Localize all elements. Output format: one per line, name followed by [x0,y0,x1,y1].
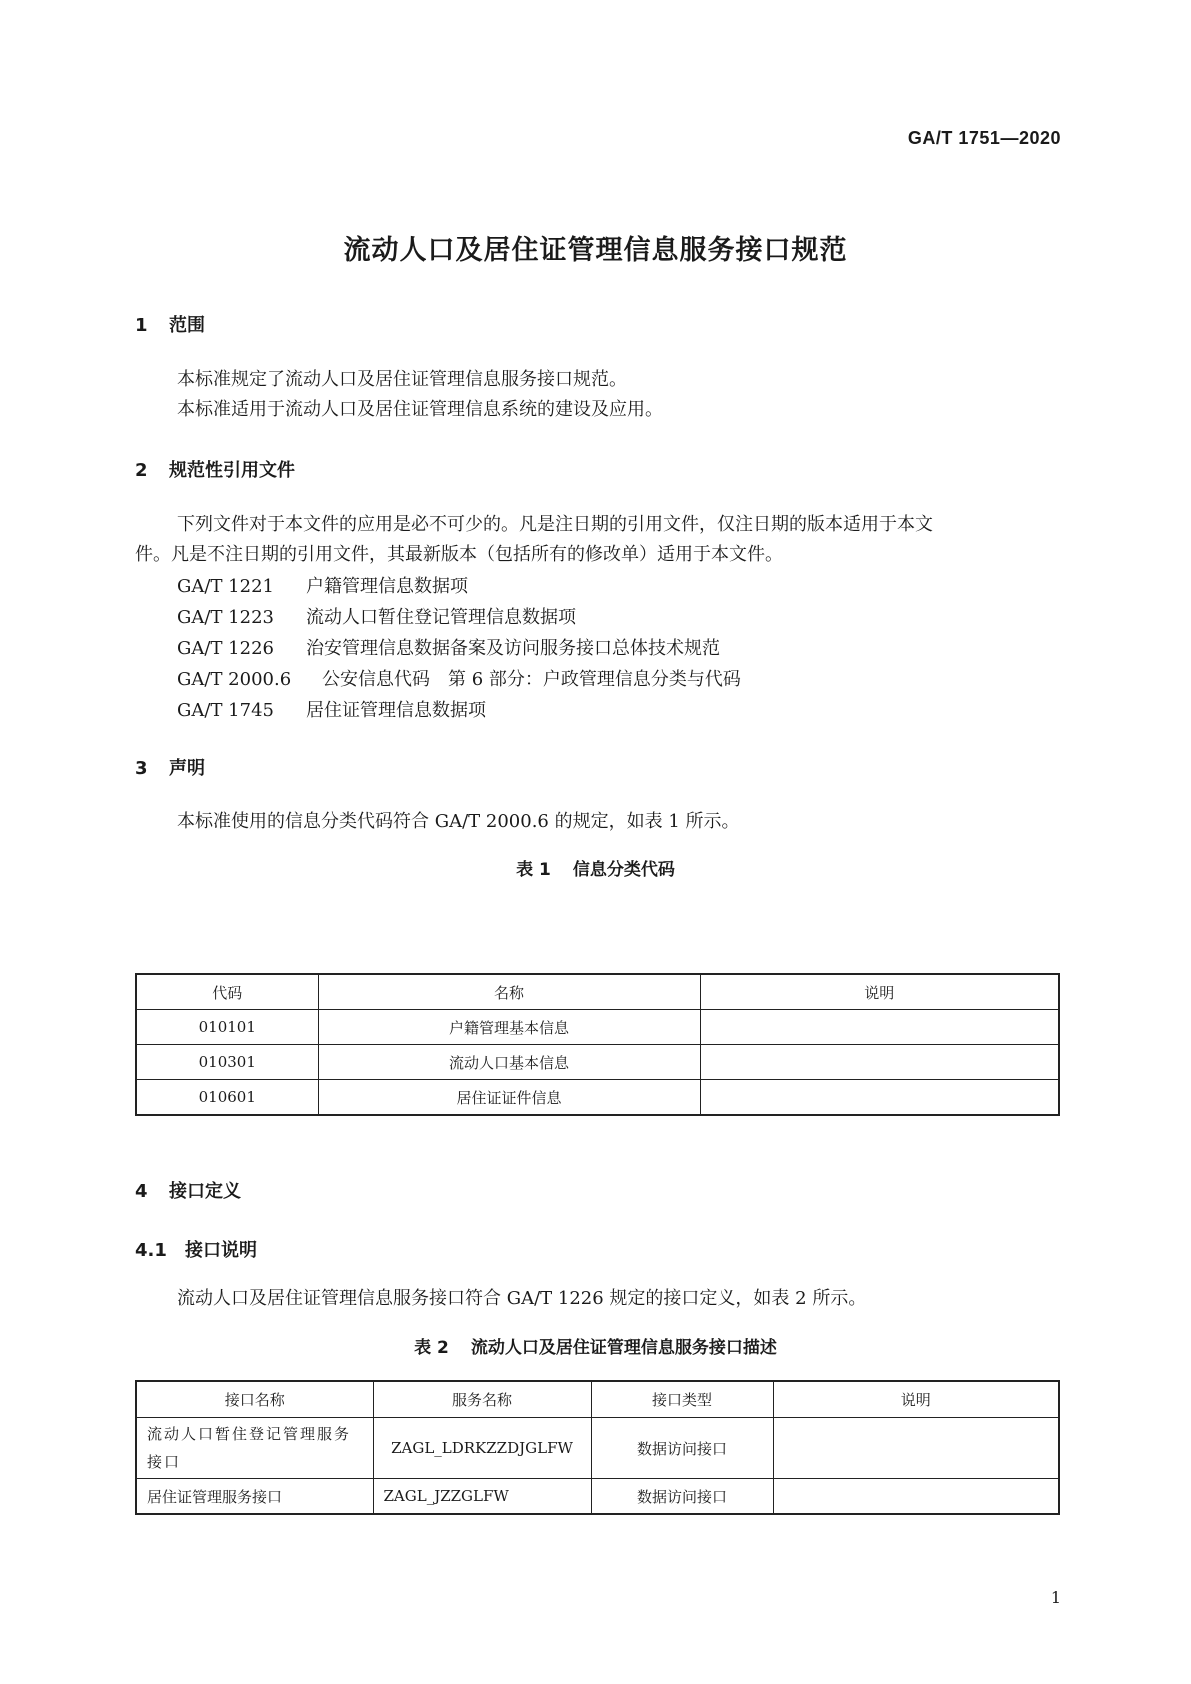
section-4-1-paragraph: 流动人口及居住证管理信息服务接口符合 GA/T 1226 规定的接口定义，如表 2 所示。 [177,1288,867,1309]
section-1-paragraph-1: 本标准规定了流动人口及居住证管理信息服务接口规范。 [177,369,627,390]
table-cell: 010601 [136,1080,318,1116]
table-2-title: 流动人口及居住证管理信息服务接口描述 [470,1338,777,1358]
section-title: 范围 [169,315,205,336]
table-2-caption [0,1333,1191,1358]
table-cell: ZAGL_LDRKZZDJGLFW [373,1418,591,1479]
reference-code: GA/T 1221 [177,576,274,597]
table-cell: 数据访问接口 [591,1418,773,1479]
reference-name: 流动人口暂住登记管理信息数据项 [306,607,576,628]
reference-code: GA/T 1226 [177,638,274,659]
table-cell: 流动人口暂住登记管理服务接口 [136,1418,373,1479]
table-cell [700,1080,1059,1116]
reference-name: 居住证管理信息数据项 [306,700,486,721]
section-title: 声明 [169,758,205,779]
table-row [136,1418,1059,1479]
reference-code: GA/T 1223 [177,607,274,628]
table-cell [773,1479,1059,1515]
section-2-heading [135,456,295,482]
reference-item [177,572,468,598]
table-cell: 居住证证件信息 [318,1080,700,1116]
table-cell [773,1418,1059,1479]
section-title: 规范性引用文件 [169,460,295,481]
reference-name: 治安管理信息数据备案及访问服务接口总体技术规范 [306,638,720,659]
table-cell: 010301 [136,1045,318,1080]
section-title: 接口定义 [169,1181,241,1202]
table-1-caption [0,855,1191,880]
table-header-cell: 服务名称 [373,1381,591,1418]
section-number: 3 [135,758,148,779]
table-cell: 010101 [136,1010,318,1045]
section-4-1-heading [135,1236,257,1262]
reference-code: GA/T 2000.6 [177,669,292,690]
section-number: 4.1 [135,1240,167,1261]
section-number: 4 [135,1181,148,1202]
table-cell: 数据访问接口 [591,1479,773,1515]
table-row [136,1479,1059,1515]
section-2-intro-line-1: 下列文件对于本文件的应用是必不可少的。凡是注日期的引用文件，仅注日期的版本适用于本文 [177,514,933,535]
table-row [136,1045,1059,1080]
document-title: 流动人口及居住证管理信息服务接口规范 [343,235,848,266]
page-number: 1 [1050,1588,1061,1607]
table-cell: 户籍管理基本信息 [318,1010,700,1045]
table-cell: 居住证管理服务接口 [136,1479,373,1515]
reference-item [177,696,486,722]
reference-name: 户籍管理信息数据项 [306,576,468,597]
reference-name: 公安信息代码 第 6 部分：户政管理信息分类与代码 [322,669,741,690]
section-3-heading [135,754,205,780]
table-header-cell: 说明 [700,974,1059,1010]
table-1-title: 信息分类代码 [572,860,675,880]
reference-code: GA/T 1745 [177,700,274,721]
section-3-paragraph: 本标准使用的信息分类代码符合 GA/T 2000.6 的规定，如表 1 所示。 [177,811,740,832]
section-1-paragraph-2: 本标准适用于流动人口及居住证管理信息系统的建设及应用。 [177,399,663,420]
standard-code: GA/T 1751—2020 [907,128,1061,148]
table-header-cell: 名称 [318,974,700,1010]
table-1 [135,973,1060,1116]
table-1-number: 表 1 [516,860,551,880]
table-cell [700,1045,1059,1080]
table-cell [700,1010,1059,1045]
table-header-cell: 接口类型 [591,1381,773,1418]
table-2 [135,1380,1060,1515]
section-number: 2 [135,460,148,481]
table-cell: 流动人口基本信息 [318,1045,700,1080]
table-header-cell: 接口名称 [136,1381,373,1418]
reference-item [177,634,720,660]
section-number: 1 [135,315,148,336]
table-row [136,1010,1059,1045]
table-row [136,1080,1059,1116]
table-header-cell: 代码 [136,974,318,1010]
reference-item [177,603,576,629]
table-header-row [136,1381,1059,1418]
section-title: 接口说明 [185,1240,257,1261]
section-4-heading [135,1177,241,1203]
section-2-intro-line-2: 件。凡是不注日期的引用文件，其最新版本（包括所有的修改单）适用于本文件。 [135,544,783,565]
section-1-heading [135,311,205,337]
table-header-row [136,974,1059,1010]
table-header-cell: 说明 [773,1381,1059,1418]
table-2-number: 表 2 [414,1338,449,1358]
reference-item [177,665,741,691]
table-cell: ZAGL_JZZGLFW [373,1479,591,1515]
